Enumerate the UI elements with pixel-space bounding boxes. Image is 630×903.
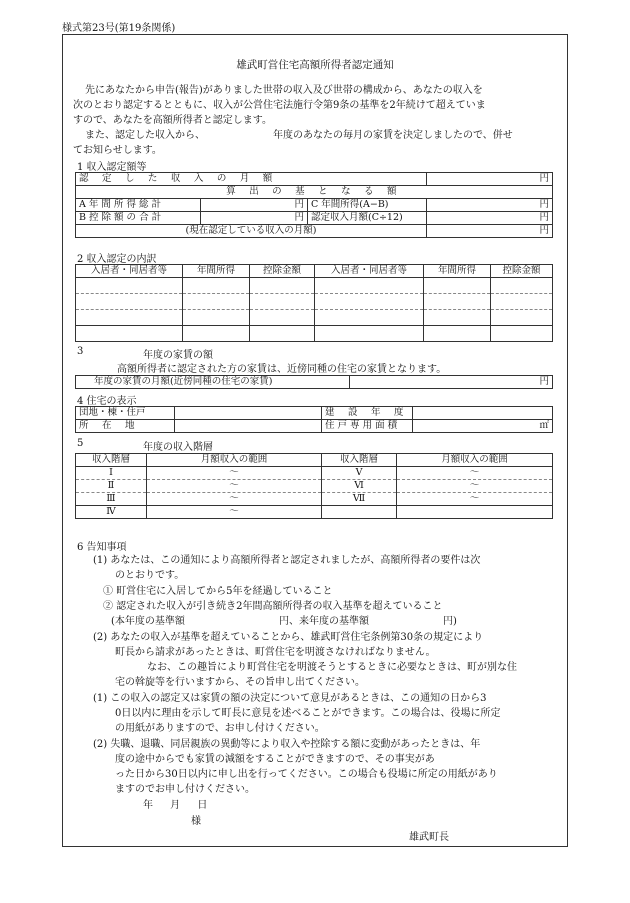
- monthly-rent-value[interactable]: 円: [350, 376, 553, 389]
- table-row[interactable]: [76, 278, 553, 294]
- range-cell[interactable]: 〜: [147, 506, 322, 519]
- col-monthly-range: 月額収入の範囲: [397, 454, 553, 467]
- col-annual-income: 年間所得: [424, 265, 491, 278]
- calc-base-label: 算 出 の 基 と な る 額: [76, 186, 553, 199]
- annual-income-c-label: C 年間所得(A−B): [308, 199, 427, 212]
- requirement-2: ② 認定された収入が引き続き2年間高額所得者の収入基準を超えていること: [103, 601, 443, 612]
- current-income-value[interactable]: 円: [427, 225, 553, 238]
- address-label: 所 在 地: [76, 420, 175, 433]
- level-label: Ⅲ: [76, 493, 147, 506]
- table-row[interactable]: [76, 294, 553, 310]
- col-income-level: 収入階層: [76, 454, 147, 467]
- notice-2-line-1: (2) あなたの収入が基準を超えていることから、雄武町営住宅条例第30条の規定により: [93, 632, 484, 643]
- col-resident: 入居者・同居者等: [76, 265, 183, 278]
- section-4-heading: 4 住宅の表示: [77, 396, 137, 407]
- table-row: [76, 493, 553, 506]
- range-cell[interactable]: 〜: [397, 467, 553, 480]
- range-cell[interactable]: 〜: [147, 467, 322, 480]
- intro-line-2: 次のとおり認定するとともに、収入が公営住宅法施行令第9条の基準を2年続けて超えていま: [73, 100, 486, 111]
- complex-value[interactable]: [175, 407, 322, 420]
- level-label: Ⅰ: [76, 467, 147, 480]
- income-table: [75, 172, 553, 238]
- level-label: Ⅳ: [76, 506, 147, 519]
- section-1-heading: 1 収入認定額等: [77, 162, 147, 173]
- notice-1-line-2: のとおりです。: [115, 570, 185, 581]
- monthly-income-label: 認定収入月額(C÷12): [308, 212, 427, 225]
- table-row: [76, 467, 553, 480]
- notice-2-line-4: 宅の斡旋等を行いますから、その旨申し出てください。: [115, 677, 365, 688]
- table-row[interactable]: [76, 310, 553, 326]
- col-deduction: 控除金額: [250, 265, 315, 278]
- housing-table: [75, 406, 553, 433]
- notice-4-line-2: 度の途中からでも家賃の減額をすることができますので、その事実があ: [115, 754, 435, 765]
- section-6-heading: 6 告知事項: [77, 542, 127, 553]
- section-5-number: 5: [77, 438, 84, 449]
- range-cell[interactable]: [397, 506, 553, 519]
- notice-4-line-3: った日から30日以内に申し出を行ってください。この場合も役場に所定の用紙があり: [115, 769, 498, 780]
- annual-income-c-value[interactable]: 円: [427, 199, 553, 212]
- col-income-level: 収入階層: [322, 454, 397, 467]
- notice-3-line-1: (1) この収入の認定又は家賃の額の決定について意見があるときは、この通知の日から3: [93, 693, 487, 704]
- table-row: [76, 480, 553, 493]
- intro-line-5: てお知らせします。: [73, 145, 162, 156]
- section-3-number: 3: [77, 346, 84, 357]
- col-resident: 入居者・同居者等: [315, 265, 424, 278]
- recipient-honorific: 様: [191, 816, 201, 827]
- annual-income-total-value[interactable]: 円: [201, 199, 308, 212]
- notice-2-line-2: 町長から請求があったときは、町営住宅を明渡さなければなりません。: [115, 647, 436, 658]
- rent-table: [75, 375, 553, 389]
- annual-income-total-label: A 年 間 所 得 総 計: [76, 199, 201, 212]
- floor-area-value[interactable]: ㎡: [412, 420, 552, 433]
- level-label: Ⅴ: [322, 467, 397, 480]
- notice-4-line-4: ますのでお申し付けください。: [115, 784, 255, 795]
- notice-2-line-3: なお、この趣旨により町営住宅を明渡そうとするときに必要なときは、町が別な住: [147, 662, 517, 673]
- level-label: [322, 506, 397, 519]
- income-breakdown-table: [75, 264, 553, 342]
- standard-close: 円): [443, 616, 457, 627]
- floor-area-label: 住 戸 専 用 面 積: [322, 420, 413, 433]
- range-cell[interactable]: 〜: [147, 493, 322, 506]
- intro-line-4a: また、認定した収入から、: [85, 130, 205, 141]
- table-row[interactable]: [76, 326, 553, 342]
- range-cell[interactable]: 〜: [147, 480, 322, 493]
- notice-3-line-3: の用紙がありますので、お申し付けください。: [115, 723, 325, 734]
- deduction-total-value[interactable]: 円: [201, 212, 308, 225]
- document-title: 雄武町営住宅高額所得者認定通知: [236, 59, 394, 71]
- construction-year-value[interactable]: [412, 407, 552, 420]
- recognized-income-label: 認 定 し た 収 入 の 月 額: [76, 173, 427, 186]
- monthly-rent-label: 年度の家賃の月額(近傍同種の住宅の家賃): [76, 376, 350, 389]
- level-label: Ⅱ: [76, 480, 147, 493]
- standard-next-year: 円、来年度の基準額: [279, 616, 369, 627]
- issue-date: 年 月 日: [143, 800, 208, 811]
- level-label: Ⅶ: [322, 493, 397, 506]
- intro-line-4b: 年度のあなたの毎月の家賃を決定しましたので、併せ: [273, 130, 513, 141]
- form-number: 様式第23号(第19条関係): [62, 23, 176, 34]
- monthly-income-value[interactable]: 円: [427, 212, 553, 225]
- notice-3-line-2: 0日以内に理由を示して町長に意見を述べることができます。この場合は、役場に所定: [115, 708, 501, 719]
- col-annual-income: 年間所得: [183, 265, 250, 278]
- deduction-total-label: B 控 除 額 の 合 計: [76, 212, 201, 225]
- notice-1-line-1: (1) あなたは、この通知により高額所得者と認定されましたが、高額所得者の要件は次: [93, 555, 481, 566]
- requirement-1: ① 町営住宅に入居してから5年を経過していること: [103, 586, 333, 597]
- income-level-table: [75, 453, 553, 519]
- notice-frame: [62, 34, 568, 847]
- section-3-heading: 年度の家賃の額: [143, 350, 213, 361]
- address-value[interactable]: [175, 420, 322, 433]
- notice-4-line-1: (2) 失職、退職、同居親族の異動等により収入や控除する額に変動があったときは、年: [93, 739, 481, 750]
- complex-label: 団地・棟・住戸: [76, 407, 175, 420]
- section-5-heading: 年度の収入階層: [143, 442, 213, 453]
- mayor-signature: 雄武町長: [409, 832, 449, 843]
- col-monthly-range: 月額収入の範囲: [147, 454, 322, 467]
- range-cell[interactable]: 〜: [397, 493, 553, 506]
- intro-line-1: 先にあなたから申告(報告)がありました世帯の収入及び世帯の構成から、あなたの収入を: [85, 85, 483, 96]
- table-row: [76, 506, 553, 519]
- col-deduction: 控除金額: [491, 265, 553, 278]
- current-income-label: (現在認定している収入の月額): [76, 225, 427, 238]
- yen-unit: 円: [427, 173, 553, 186]
- level-label: Ⅵ: [322, 480, 397, 493]
- section-2-heading: 2 収入認定の内訳: [77, 254, 157, 265]
- intro-line-3: すので、あなたを高額所得者と認定します。: [73, 115, 272, 126]
- construction-year-label: 建 設 年 度: [322, 407, 413, 420]
- rent-explanation: 高額所得者に認定された方の家賃は、近傍同種の住宅の家賃となります。: [117, 364, 447, 375]
- standard-this-year: (本年度の基準額: [111, 616, 185, 627]
- range-cell[interactable]: 〜: [397, 480, 553, 493]
